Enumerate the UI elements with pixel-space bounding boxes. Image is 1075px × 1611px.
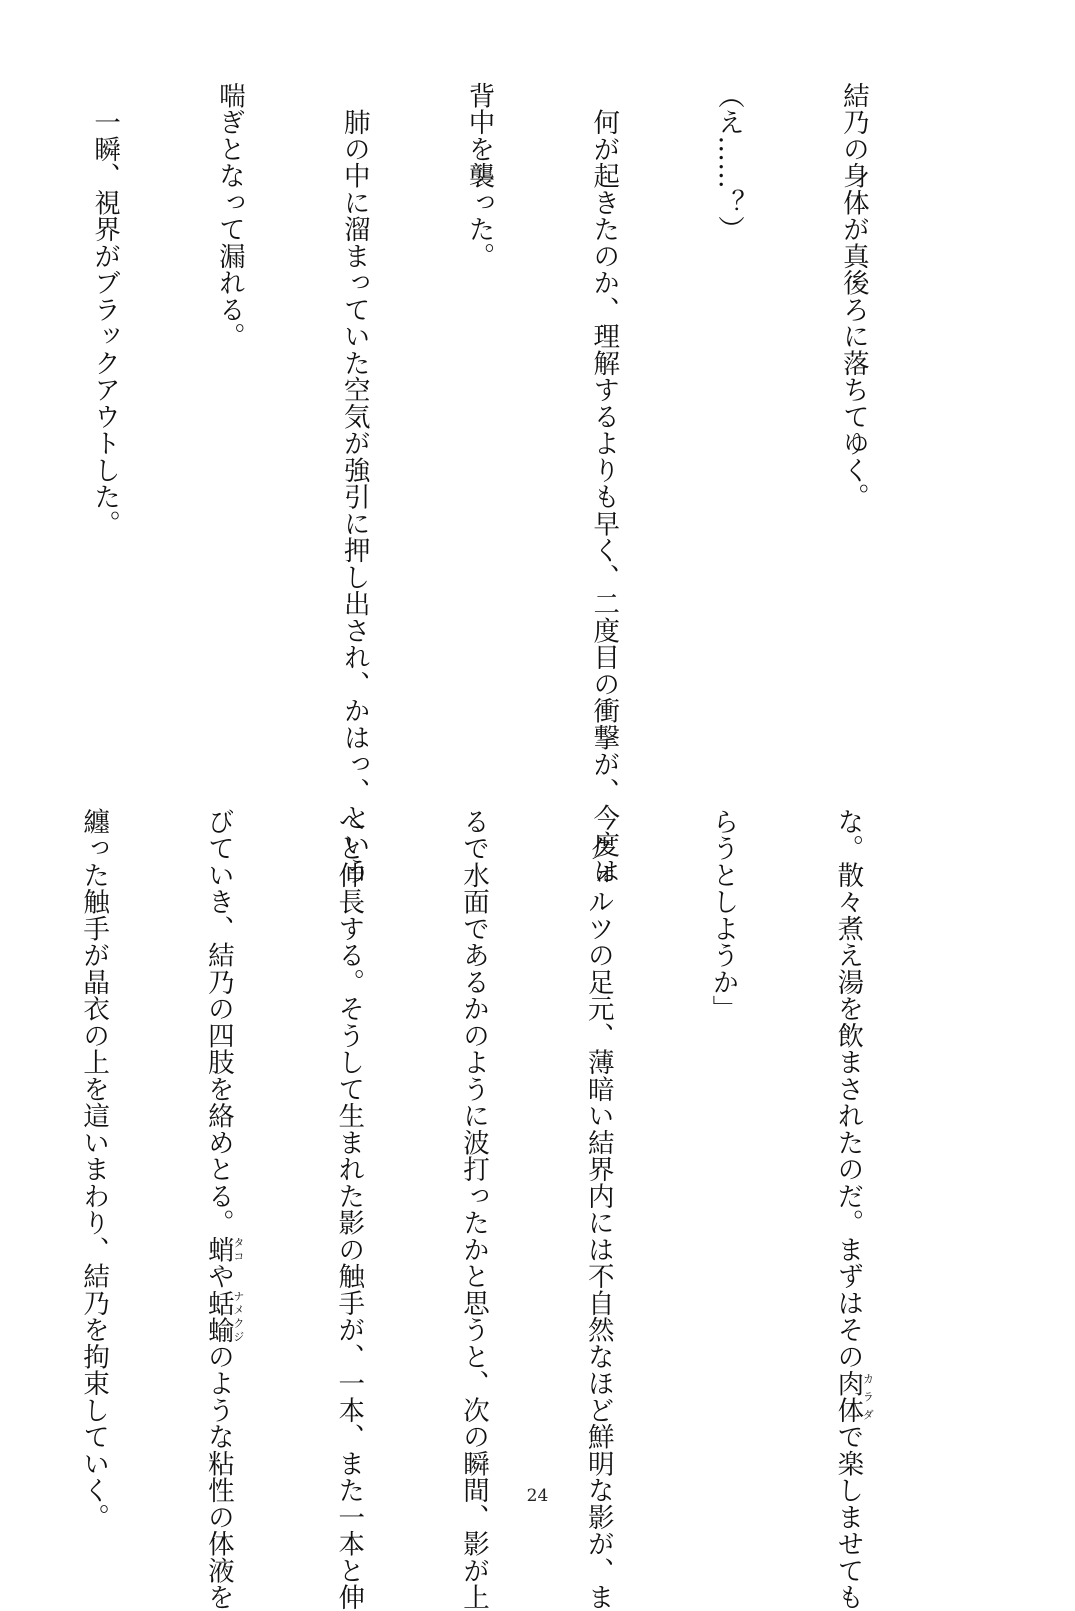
text-line: びていき、結乃の四肢を絡めとる。蛸タコや蛞蝓ナメクジのような粘性の体液を [197, 808, 244, 1488]
text-line: 結乃の身体が真後ろに落ちてゆく。 [832, 82, 874, 762]
text-line: 肺の中に溜まっていた空気が強引に押し出され、かはっ、という [333, 82, 375, 762]
text-line: るで水面であるかのように波打ったかと思うと、次の瞬間、影が上 [452, 808, 494, 1488]
text-line: 一瞬、視界がブラックアウトした。 [84, 82, 126, 762]
text-line: 纏った触手が晶衣の上を這いまわり、結乃を拘束していく。 [73, 808, 115, 1488]
text-line: （え……？） [707, 82, 749, 762]
text-line: クォルツの足元、薄暗い結界内には不自然なほど鮮明な影が、ま [577, 808, 619, 1488]
text-line: へと伸長する。そうして生まれた影の触手が、一本、また一本と伸 [328, 808, 370, 1488]
text-block-upper [77, 82, 957, 762]
text-line: らうとしようか」 [702, 808, 744, 1488]
text-line: な。散々煮え湯を飲まされたのだ。まずはその肉体カラダで楽しませても [827, 808, 874, 1488]
ruby-annotation: 蛞蝓ナメクジ [203, 1290, 234, 1344]
ruby-annotation: 蛸タコ [203, 1236, 234, 1263]
page-number: 24 [0, 1486, 1075, 1506]
text-block-lower [77, 808, 957, 1488]
text-line: 喘ぎとなって漏れる。 [208, 82, 250, 762]
text-line: 背中を襲った。 [458, 82, 500, 762]
ruby-annotation: 肉体カラダ [832, 1370, 863, 1424]
text-line: 何が起きたのか、理解するよりも早く、二度目の衝撃が、今度は [583, 82, 625, 762]
